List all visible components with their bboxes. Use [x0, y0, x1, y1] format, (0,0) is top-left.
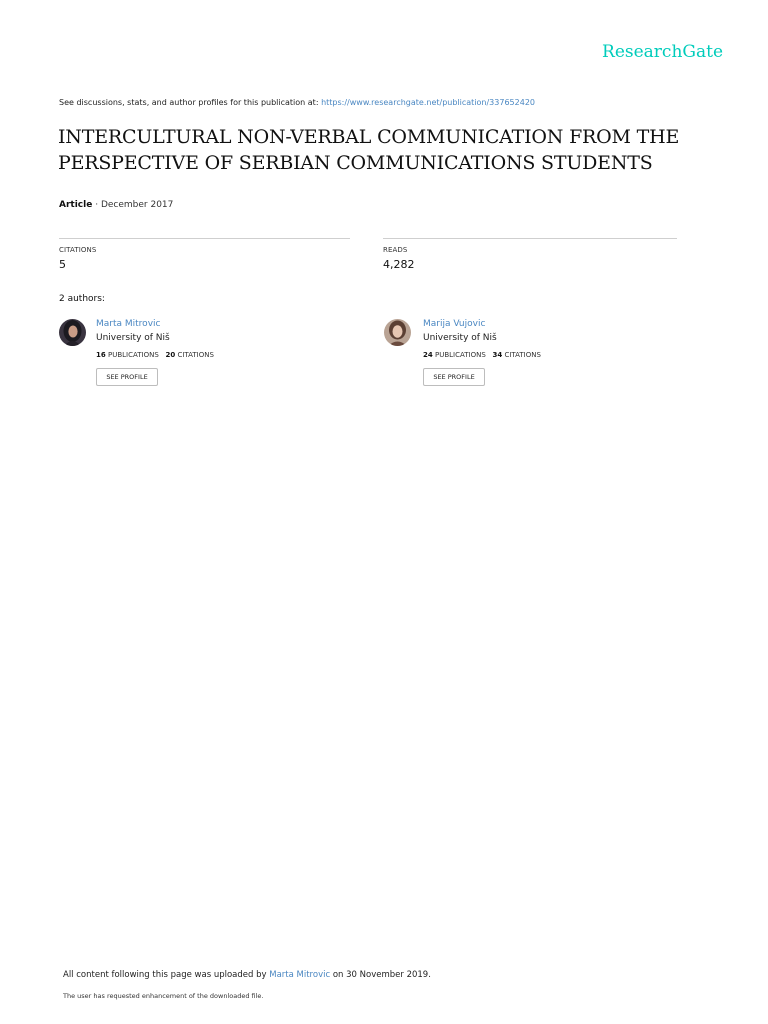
citations-label: CITATIONS [59, 246, 97, 254]
author-1-name[interactable]: Marta Mitrovic [96, 319, 161, 329]
upload-note [63, 970, 431, 980]
author-1-citations-count: 20 [165, 351, 176, 359]
publication-type: Article [59, 200, 93, 210]
citations-count: 5 [59, 258, 66, 271]
discussions-line [59, 98, 535, 107]
author-2-citations-count: 34 [492, 351, 503, 359]
author-2-see-profile-button[interactable]: SEE PROFILE [423, 368, 485, 386]
author-1-avatar[interactable] [59, 319, 86, 346]
citations-divider [59, 238, 350, 239]
author-1-publications-count: 16 [96, 351, 106, 359]
author-1-stats [96, 351, 214, 359]
publication-url-link[interactable]: https://www.researchgate.net/publication/337652420 [321, 98, 535, 107]
enhancement-note: The user has requested enhancement of the downloaded file. [63, 992, 264, 1000]
upload-suffix: on 30 November 2019. [332, 970, 431, 980]
author-2-institution: University of Niš [423, 333, 497, 343]
reads-label: READS [383, 246, 408, 254]
upload-prefix: All content following this page was uploaded by [63, 970, 267, 980]
publication-date: December 2017 [100, 200, 174, 210]
reads-divider [383, 238, 677, 239]
author-2-publications-label: PUBLICATIONS [434, 351, 486, 359]
author-1-citations-label: CITATIONS [177, 351, 214, 359]
author-2-publications-count: 24 [423, 351, 433, 359]
uploader-link[interactable]: Marta Mitrovic [269, 970, 331, 980]
publication-meta [59, 200, 173, 210]
author-2-avatar[interactable] [384, 319, 411, 346]
author-2-stats [423, 351, 541, 359]
reads-count: 4,282 [383, 258, 415, 271]
author-1-institution: University of Niš [96, 333, 170, 343]
authors-heading: 2 authors: [59, 294, 105, 304]
meta-separator: · [95, 200, 99, 210]
author-2-name[interactable]: Marija Vujovic [423, 319, 486, 329]
publication-title: INTERCULTURAL NON-VERBAL COMMUNICATION FROM THE PERSPECTIVE OF SERBIAN COMMUNICATIONS STUDENTS [58, 126, 680, 174]
researchgate-logo[interactable]: ResearchGate [602, 42, 723, 62]
author-1-see-profile-button[interactable]: SEE PROFILE [96, 368, 158, 386]
author-2-citations-label: CITATIONS [504, 351, 541, 359]
discussions-prefix: See discussions, stats, and author profiles for this publication at: [59, 98, 319, 107]
author-1-publications-label: PUBLICATIONS [107, 351, 159, 359]
